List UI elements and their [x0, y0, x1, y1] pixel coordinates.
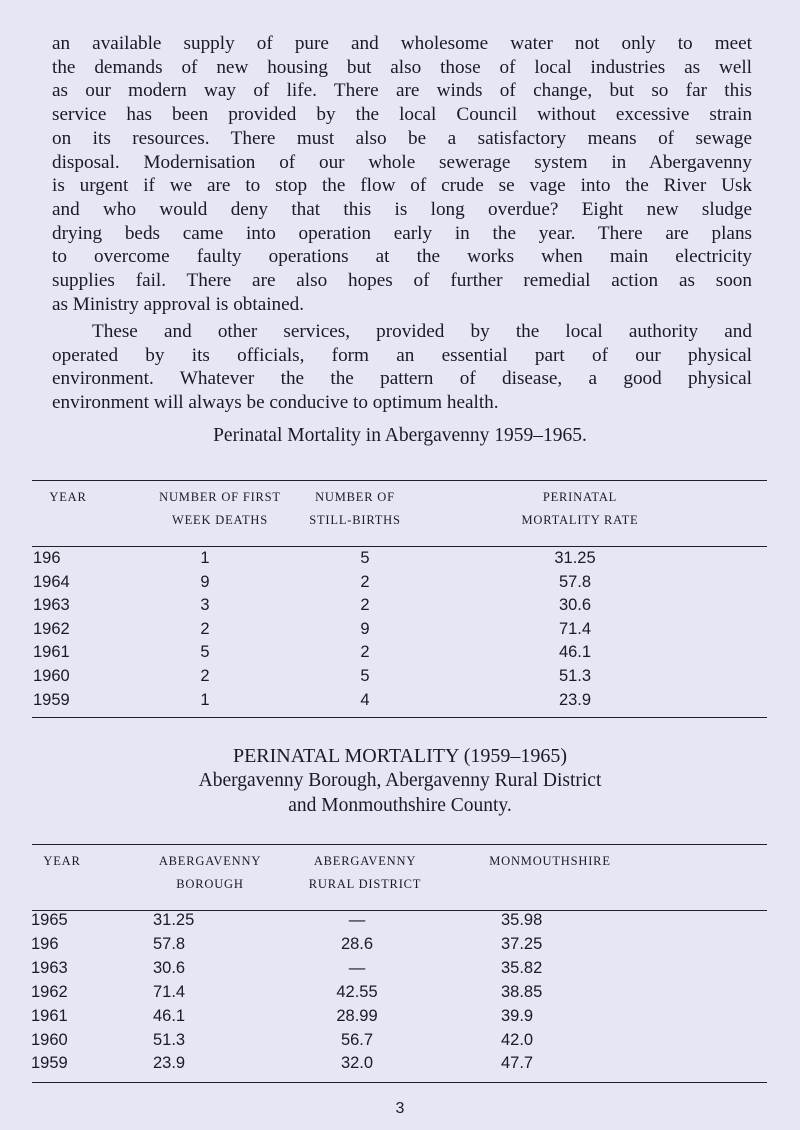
table1-cell: 1961 [33, 643, 70, 662]
table2-cell: 1959 [31, 1054, 68, 1073]
table2-cell: 1960 [31, 1030, 68, 1049]
table1-header-still-births: NUMBER OF STILL-BIRTHS [309, 490, 401, 527]
table2-header-borough: ABERGAVENNY BOROUGH [158, 854, 262, 891]
table2-cell: 37.25 [501, 934, 543, 953]
text-line: supplies fail. There are also hopes of further remedial action as soon [52, 270, 752, 292]
table2-cell: 1961 [31, 1006, 68, 1025]
table1-cell: 51.3 [558, 667, 592, 685]
table2-cell: 42.0 [501, 1030, 534, 1049]
text-line: as Ministry approval is obtained. [52, 293, 305, 315]
text-line: environment. Whatever the the pattern of disease, a good physical [52, 368, 752, 390]
table1-cell: 71.4 [558, 619, 592, 638]
table2-cell: 28.6 [340, 934, 374, 953]
table2-cell: 46.1 [153, 1006, 186, 1025]
table1-cell: 196 [33, 549, 61, 567]
table1-top-rule [32, 480, 767, 481]
table2-header-monmouthshire: MONMOUTHSHIRE [489, 854, 611, 868]
table1-cell: 1964 [33, 572, 70, 591]
table2-cell: 56.7 [340, 1030, 374, 1049]
text-line: the demands of new housing but also those of local industries as well [52, 56, 752, 78]
text-line: as our modern way of life. There are winds of change, but so far this [52, 80, 752, 102]
table2-title-line-1: PERINATAL MORTALITY (1959–1965) [232, 745, 568, 767]
table2-cell: — [348, 911, 366, 929]
text-line: an available supply of pure and wholesome water not only to meet [52, 33, 752, 54]
table2-cell: 1962 [31, 982, 68, 1001]
table2-cell: 51.3 [153, 1030, 186, 1049]
table1-cell: 4 [360, 690, 370, 709]
table2-cell: 30.6 [153, 958, 186, 977]
table1-header-rule [32, 546, 767, 547]
table2-header-rural-district: ABERGAVENNY RURAL DISTRICT [308, 854, 422, 891]
table1-cell: 1959 [33, 690, 70, 709]
table2-cell: 35.98 [501, 911, 543, 929]
table1-header-first-week-deaths: NUMBER OF FIRST WEEK DEATHS [159, 490, 281, 527]
table1-cell: 1960 [33, 667, 70, 685]
body-paragraph-2 [52, 320, 752, 415]
table1-cell: 5 [360, 549, 370, 567]
table1-cell: 46.1 [558, 643, 592, 662]
text-line: operated by its officials, form an essential part of our physical [52, 344, 752, 366]
table1-cell: 2 [200, 619, 210, 638]
body-paragraph-1 [52, 32, 752, 316]
table1-cell: 2 [200, 667, 210, 685]
table2-cell: 1965 [31, 911, 68, 929]
text-line: drying beds came into operation early in the year. There are plans [52, 222, 752, 244]
table2-top-rule [32, 844, 767, 845]
table2-cell: 47.7 [501, 1054, 534, 1073]
table2-title-line-2: Abergavenny Borough, Abergavenny Rural District [198, 770, 602, 791]
table1-cell: 5 [200, 643, 210, 662]
table1-cell: 1 [200, 690, 210, 709]
table2-cell: 31.25 [153, 911, 195, 929]
table1-cell: 3 [200, 596, 210, 615]
text-line: to overcome faulty operations at the works when main electricity [52, 246, 752, 268]
table1-bottom-rule [32, 717, 767, 718]
table2-cell: 1963 [31, 958, 68, 977]
table1-cell: 2 [360, 596, 370, 615]
table1-cell: 9 [360, 619, 370, 638]
table1-cell: 2 [360, 572, 370, 591]
table2-cell: 38.85 [501, 982, 543, 1001]
table2-cell: 28.99 [336, 1006, 378, 1025]
table1-cell: 57.8 [558, 572, 592, 591]
table1-cell: 1962 [33, 619, 70, 638]
table2-cell: 71.4 [153, 982, 186, 1001]
table1-header-year: YEAR [49, 490, 87, 504]
page-number: 3 [395, 1100, 405, 1117]
table2-cell: 23.9 [153, 1054, 186, 1073]
table2-bottom-rule [32, 1082, 767, 1083]
text-line: environment will always be conducive to optimum health. [52, 392, 499, 414]
table1-title: Perinatal Mortality in Abergavenny 1959–1965. [213, 425, 587, 446]
table2-cell: 32.0 [340, 1054, 374, 1073]
table1-header-perinatal-rate: PERINATAL MORTALITY RATE [521, 490, 639, 527]
table1-cell: 1963 [33, 596, 70, 615]
table2-cell: 39.9 [501, 1006, 534, 1025]
text-line: service has been provided by the local Council without excessive strain [52, 104, 752, 126]
text-line: on its resources. There must also be a satisfactory means of sewage [52, 127, 752, 149]
text-line: and who would deny that this is long overdue? Eight new sludge [52, 198, 752, 220]
text-line: These and other services, provided by the local authority and [92, 321, 752, 342]
table1-cell: 30.6 [558, 596, 592, 615]
table2-cell: 57.8 [153, 934, 186, 953]
table2-cell: 196 [31, 934, 59, 953]
table1-cell: 31.25 [554, 549, 596, 567]
table2-title-line-3: and Monmouthshire County. [288, 795, 512, 816]
table2-cell: 35.82 [501, 958, 543, 977]
table1-cell: 9 [200, 572, 210, 591]
table2-cell: — [348, 958, 366, 977]
text-line: is urgent if we are to stop the flow of crude se vage into the River Usk [52, 175, 752, 197]
text-line: disposal. Modernisation of our whole sewerage system in Abergavenny [52, 151, 752, 173]
table1-cell: 1 [200, 549, 210, 567]
table1-cell: 5 [360, 667, 370, 685]
table1-cell: 23.9 [558, 690, 592, 709]
table1-cell: 2 [360, 643, 370, 662]
table2-cell: 42.55 [336, 982, 378, 1001]
table2-header-year: YEAR [43, 854, 81, 868]
